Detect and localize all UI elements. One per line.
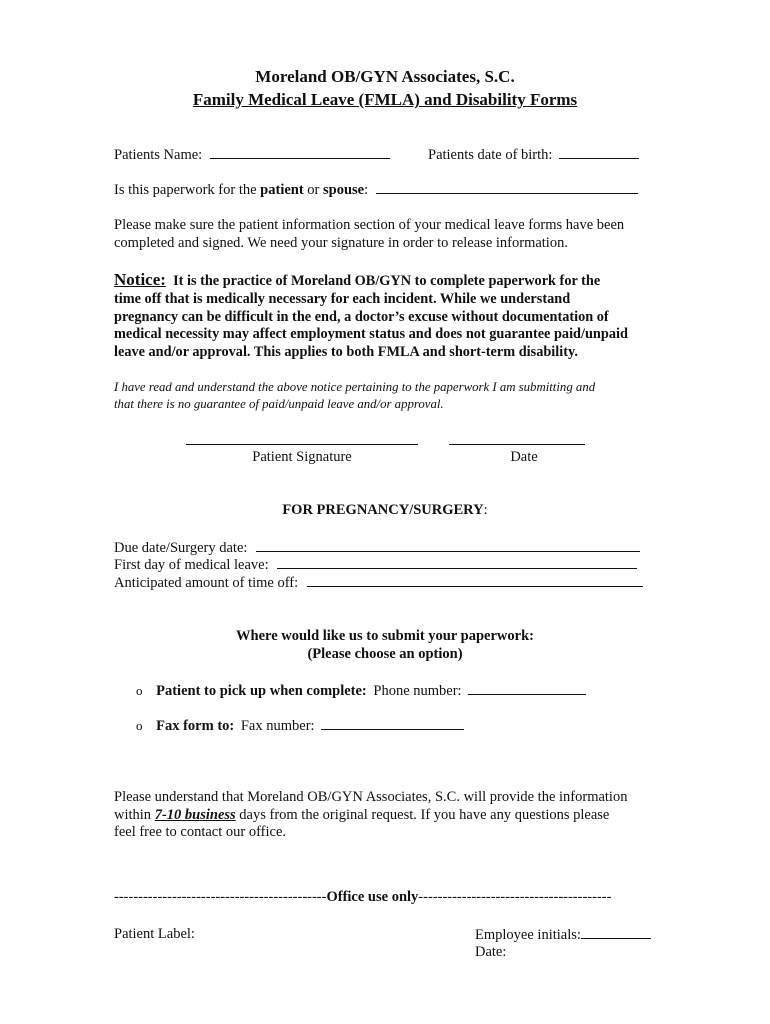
phone-number-field[interactable] [468,682,586,695]
due-date-label: Due date/Surgery date: [114,540,248,556]
pregnancy-heading-text: FOR PREGNANCY/SURGERY [282,502,484,518]
option-pickup[interactable] [136,682,586,700]
form-subtitle-text: Family Medical Leave (FMLA) and Disability Forms [192,90,578,109]
notice-line-5: leave and/or approval. This applies to both FMLA and short-term disability. [114,344,578,361]
instructions-line-1: Please make sure the patient information section of your medical leave forms have been [114,217,625,233]
business-days-emphasis: 7-10 business [154,806,236,823]
patient-dob-field[interactable] [559,146,639,159]
option-fax-label: Fax form to: [156,718,235,734]
anticipated-field[interactable] [307,574,643,587]
colon: : [364,182,369,198]
pregnancy-heading-colon: : [483,502,488,518]
closing-line-1: Please understand that Moreland OB/GYN Associates, S.C. will provide the information [114,789,628,805]
closing-line-3: feel free to contact our office. [114,824,287,840]
notice-line-1 [114,271,674,291]
paperwork-for-field[interactable] [376,181,638,194]
signature-date-label: Date [510,449,538,465]
fax-number-field[interactable] [321,717,464,730]
notice-line-4: medical necessity may affect employment status and does not guarantee paid/unpaid [114,326,628,343]
anticipated-row [114,574,643,592]
office-dashes-left: -------------------------------------------- [114,889,327,905]
spouse-word: spouse [323,182,365,198]
patient-dob-row [428,146,639,164]
patient-signature-label: Patient Signature [252,449,352,465]
paperwork-for-prefix: Is this paperwork for the [114,182,261,198]
office-use-divider [114,889,611,906]
submission-heading-2: (Please choose an option) [307,646,463,662]
instructions-paragraph [114,217,624,252]
acknowledgement-paragraph [114,379,674,413]
closing-paragraph [114,789,627,842]
first-day-row [114,556,637,574]
due-date-row [114,539,640,557]
form-subtitle [0,90,770,110]
option-pickup-label: Patient to pick up when complete: [156,683,367,699]
office-date-label: Date: [475,944,507,960]
patient-dob-label: Patients date of birth: [428,147,553,163]
notice-line-2: time off that is medically necessary for each incident. While we understand [114,290,571,307]
option-fax-bullet[interactable]: o [136,718,143,733]
patient-name-row [114,146,390,164]
closing-line-2 [114,807,627,825]
instructions-line-2: completed and signed. We need your signature in order to release information. [114,234,568,251]
acknowledgement-line-1: I have read and understand the above notice pertaining to the paperwork I am submitting and [114,380,596,394]
employee-initials-field[interactable] [581,926,651,939]
office-use-label: Office use only [326,889,419,905]
signature-line[interactable] [186,444,418,445]
submission-heading-1: Where would like us to submit your paperwork: [236,628,534,644]
form-title: Moreland OB/GYN Associates, S.C. [255,67,515,86]
due-date-field[interactable] [256,539,640,552]
notice-block [114,271,674,362]
anticipated-label: Anticipated amount of time off: [114,575,299,591]
acknowledgement-line-2: that there is no guarantee of paid/unpaid leave and/or approval. [114,397,444,411]
patient-word: patient [260,182,304,198]
paperwork-for-row [114,181,638,199]
office-dashes-right: ---------------------------------------- [418,889,612,905]
patient-label: Patient Label: [114,926,195,942]
patient-name-field[interactable] [210,146,390,159]
option-pickup-bullet[interactable]: o [136,683,143,698]
closing-line-2-suffix: days from the original request. If you have any questions please [235,806,610,823]
phone-number-label: Phone number: [373,683,462,699]
option-fax[interactable] [136,717,464,735]
signature-date-line[interactable] [449,444,585,445]
notice-line-3: pregnancy can be difficult in the end, a doctor’s excuse without documentation of [114,308,609,325]
employee-initials-label: Employee initials: [475,927,581,943]
notice-heading: Notice: [114,270,166,289]
fax-number-label: Fax number: [240,718,315,734]
pregnancy-heading [0,502,770,519]
closing-line-2-prefix: within [114,806,155,823]
first-day-field[interactable] [277,556,637,569]
notice-line-1-text: It is the practice of Moreland OB/GYN to complete paperwork for the [173,273,601,289]
employee-initials-row [475,926,651,944]
first-day-label: First day of medical leave: [114,557,269,573]
or-word: or [303,182,324,198]
patient-name-label: Patients Name: [114,147,203,163]
